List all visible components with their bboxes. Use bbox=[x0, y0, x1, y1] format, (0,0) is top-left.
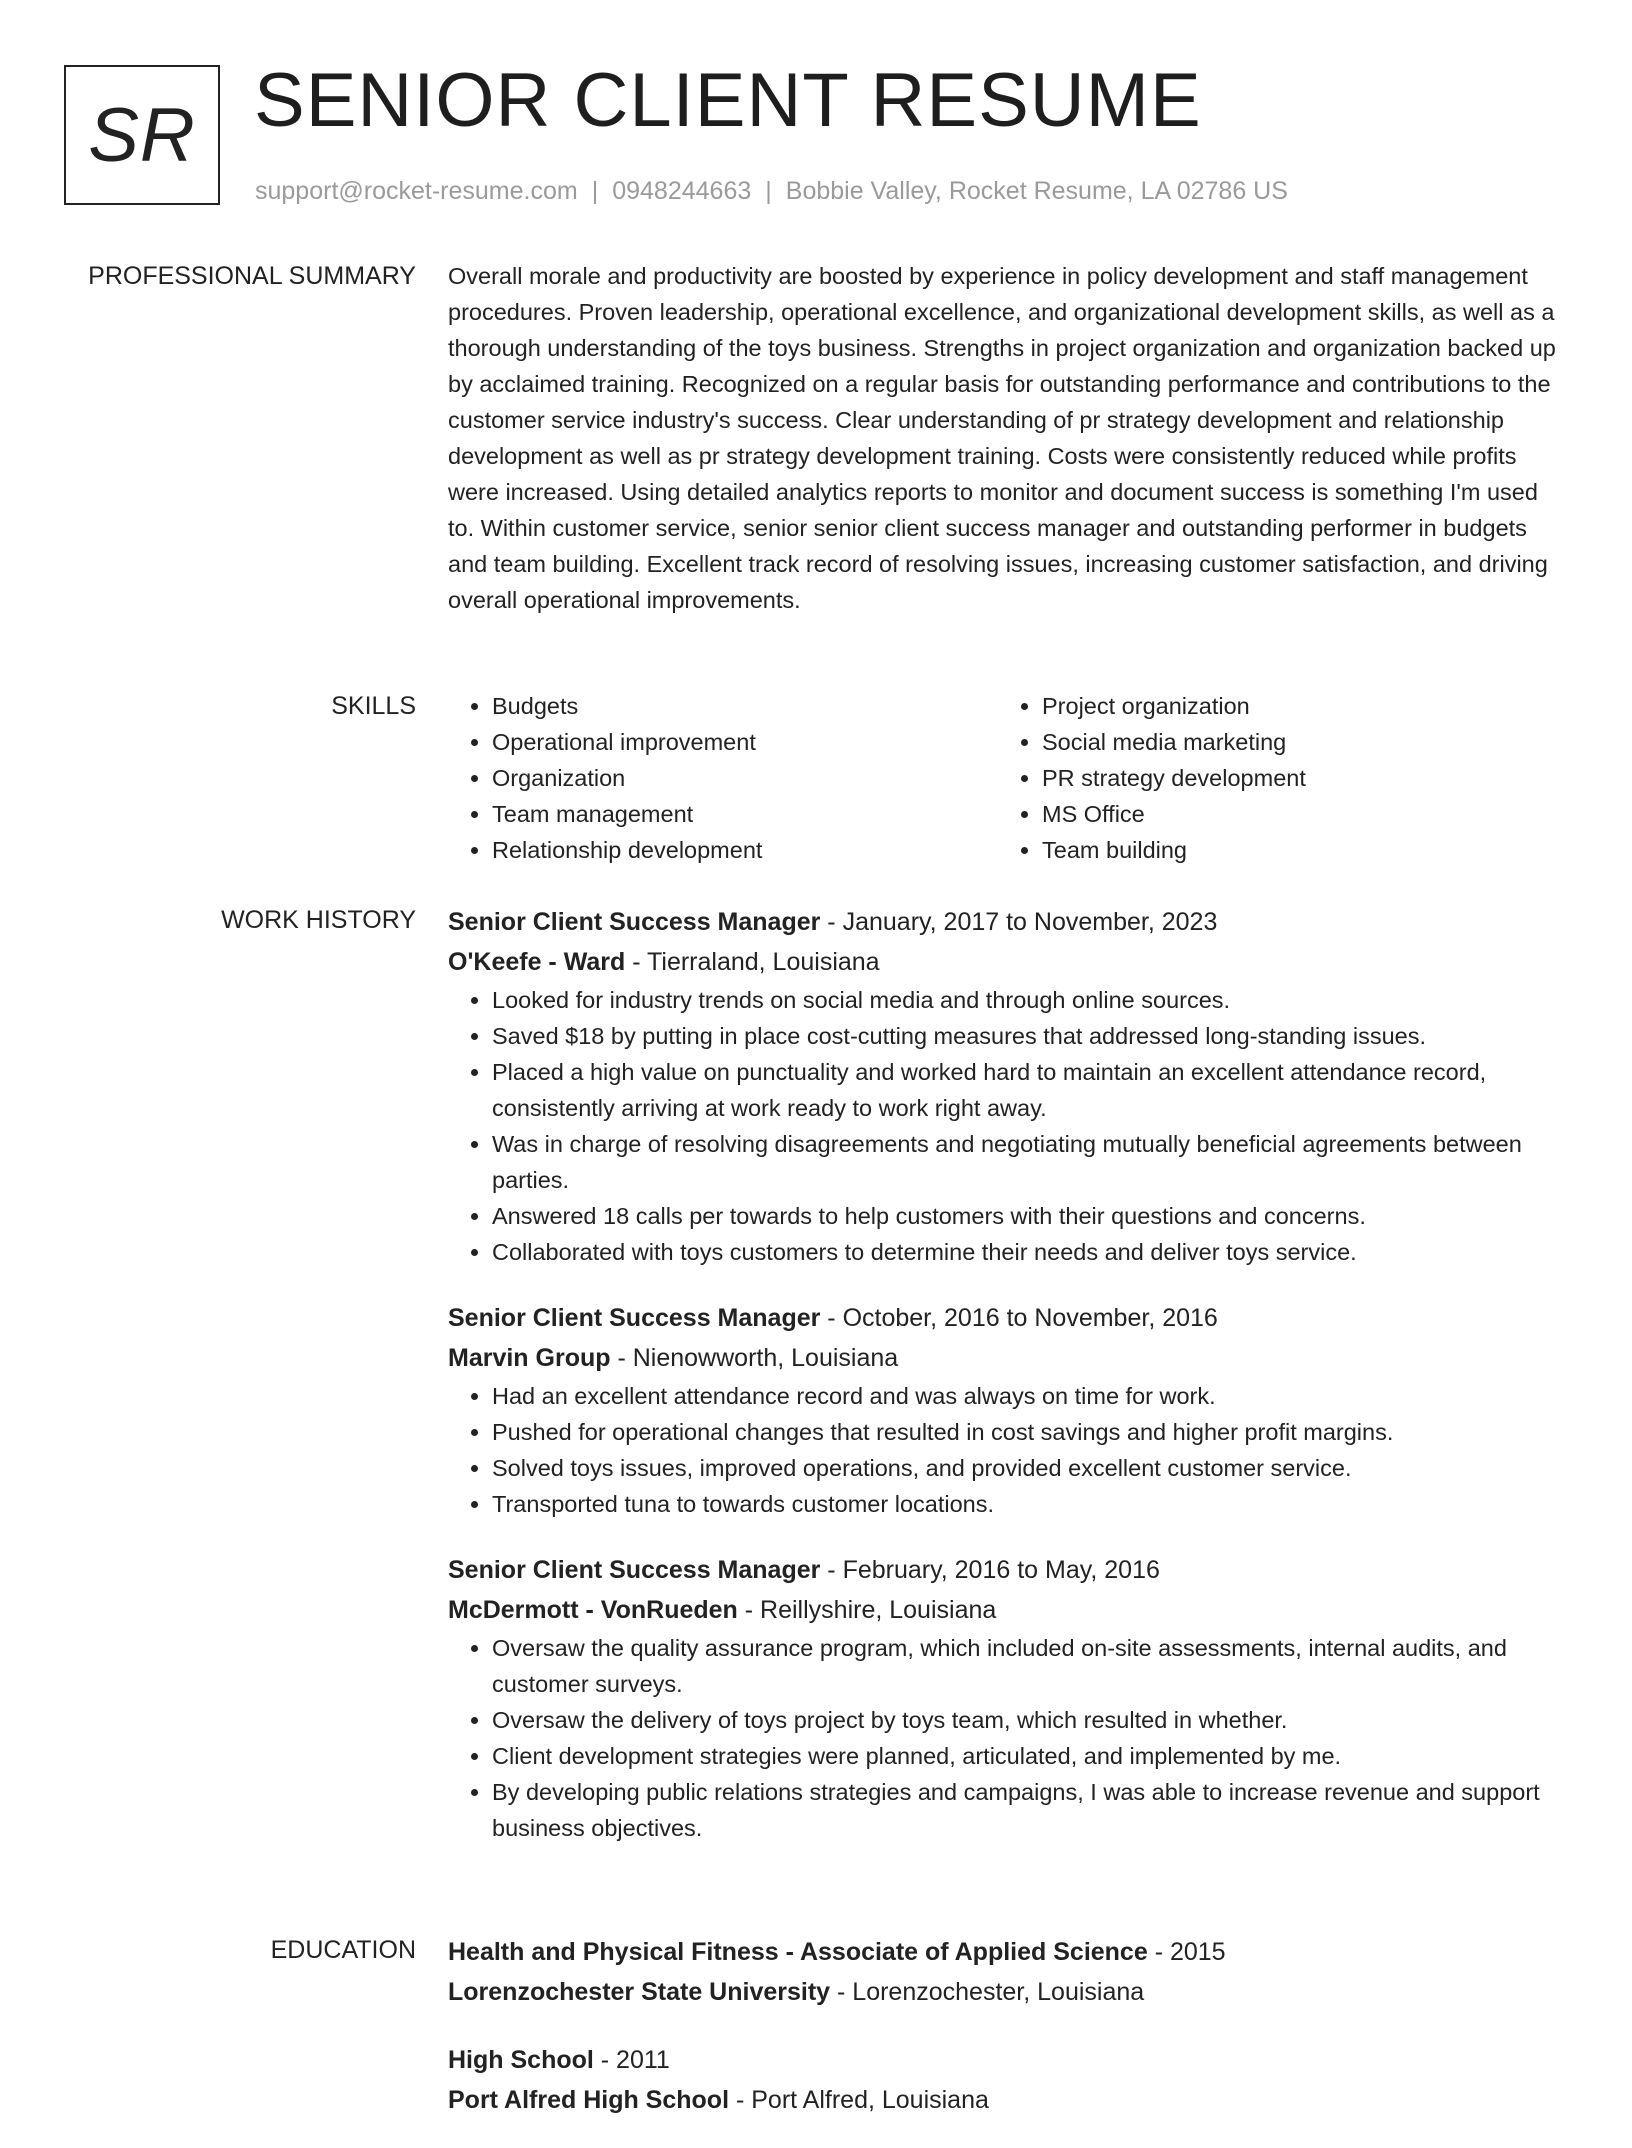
job-location: - Nienowworth, Louisiana bbox=[610, 1344, 899, 1372]
section-title: SKILLS bbox=[331, 692, 416, 720]
job-role: Senior Client Success Manager bbox=[448, 1304, 821, 1332]
job-entry bbox=[448, 1550, 1568, 1846]
education-entry bbox=[448, 2040, 1568, 2120]
job-bullets bbox=[448, 1630, 1568, 1846]
skill-item: • MS Office bbox=[1042, 796, 1548, 832]
skill-item: • Project organization bbox=[1042, 688, 1548, 724]
contact-phone: 0948244663 bbox=[612, 177, 752, 205]
skill-item: • Organization bbox=[492, 760, 998, 796]
job-bullet: • Was in charge of resolving disagreements and negotiating mutually beneficial agreements between parties. bbox=[492, 1126, 1568, 1198]
initials: SR bbox=[88, 92, 196, 178]
job-bullets bbox=[448, 1378, 1568, 1522]
job-bullet: • Oversaw the delivery of toys project by toys team, which resulted in whether. bbox=[492, 1702, 1568, 1738]
job-dates: - October, 2016 to November, 2016 bbox=[820, 1304, 1218, 1332]
work-history-body bbox=[448, 902, 1568, 1874]
job-bullet: • Collaborated with toys customers to determine their needs and deliver toys service. bbox=[492, 1234, 1568, 1270]
job-bullet: • Oversaw the quality assurance program, which included on-site assessments, internal audits, and customer surveys. bbox=[492, 1630, 1568, 1702]
section-title: EDUCATION bbox=[270, 1936, 416, 1964]
job-header bbox=[448, 1298, 1568, 1338]
skill-item: • Budgets bbox=[492, 688, 998, 724]
job-location: - Tierraland, Louisiana bbox=[625, 948, 880, 976]
skill-item: • Team building bbox=[1042, 832, 1548, 868]
skills-column-right bbox=[998, 688, 1548, 868]
job-role: Senior Client Success Manager bbox=[448, 908, 821, 936]
job-bullet: • By developing public relations strategies and campaigns, I was able to increase revenue and support business objectives. bbox=[492, 1774, 1568, 1846]
job-bullets bbox=[448, 982, 1568, 1270]
education-header bbox=[448, 2040, 1568, 2080]
job-company-line bbox=[448, 942, 1568, 982]
section-title: PROFESSIONAL SUMMARY bbox=[88, 262, 416, 290]
job-entry bbox=[448, 902, 1568, 1270]
job-header bbox=[448, 1550, 1568, 1590]
contact-separator: | bbox=[591, 177, 599, 205]
education-location: - Port Alfred, Louisiana bbox=[729, 2086, 989, 2114]
job-company-line bbox=[448, 1590, 1568, 1630]
education-body bbox=[448, 1932, 1568, 2148]
education-header bbox=[448, 1932, 1568, 1972]
job-company: Marvin Group bbox=[448, 1344, 611, 1372]
job-company-line bbox=[448, 1338, 1568, 1378]
job-company: O'Keefe - Ward bbox=[448, 948, 626, 976]
job-role: Senior Client Success Manager bbox=[448, 1556, 821, 1584]
job-location: - Reillyshire, Louisiana bbox=[737, 1596, 997, 1624]
job-bullet: • Placed a high value on punctuality and worked hard to maintain an excellent attendance record, consistently arriving at work ready to work right away. bbox=[492, 1054, 1568, 1126]
job-bullet: • Transported tuna to towards customer locations. bbox=[492, 1486, 1568, 1522]
education-school-line bbox=[448, 2080, 1568, 2120]
education-degree: Health and Physical Fitness - Associate of Applied Science bbox=[448, 1938, 1148, 1966]
skill-item: • Operational improvement bbox=[492, 724, 998, 760]
job-bullet: • Answered 18 calls per towards to help customers with their questions and concerns. bbox=[492, 1198, 1568, 1234]
education-school: Port Alfred High School bbox=[448, 2086, 730, 2114]
contact-address: Bobbie Valley, Rocket Resume, LA 02786 US bbox=[785, 177, 1288, 205]
skill-item: • Relationship development bbox=[492, 832, 998, 868]
job-dates: - January, 2017 to November, 2023 bbox=[820, 908, 1218, 936]
education-year: - 2011 bbox=[593, 2046, 670, 2074]
job-company: McDermott - VonRueden bbox=[448, 1596, 738, 1624]
section-title: WORK HISTORY bbox=[221, 906, 416, 934]
education-school-line bbox=[448, 1972, 1568, 2012]
skills-column-left bbox=[448, 688, 998, 868]
summary-body bbox=[448, 258, 1568, 618]
skill-item: • PR strategy development bbox=[1042, 760, 1548, 796]
education-year: - 2015 bbox=[1147, 1938, 1226, 1966]
resume-name: SENIOR CLIENT RESUME bbox=[254, 58, 1202, 143]
contact-line bbox=[255, 174, 1288, 208]
monogram-badge bbox=[64, 65, 220, 205]
education-location: - Lorenzochester, Louisiana bbox=[830, 1978, 1145, 2006]
skill-item: • Social media marketing bbox=[1042, 724, 1548, 760]
contact-separator: | bbox=[765, 177, 772, 205]
job-bullet: • Solved toys issues, improved operations, and provided excellent customer service. bbox=[492, 1450, 1568, 1486]
contact-email: support@rocket-resume.com bbox=[255, 177, 578, 205]
job-dates: - February, 2016 to May, 2016 bbox=[820, 1556, 1160, 1584]
job-bullet: • Had an excellent attendance record and was always on time for work. bbox=[492, 1378, 1568, 1414]
skill-item: • Team management bbox=[492, 796, 998, 832]
education-degree: High School bbox=[448, 2046, 594, 2074]
summary-text: Overall morale and productivity are boosted by experience in policy development and staff management procedures. Proven leadership, operational excellence, and organizational development skills, as well as a thorough understanding of the toys business. Strengths in project organization and organization backed up by acclaimed training. Recognized on a regular basis for outstanding performance and contributions to the customer service industry's success. Clear understanding of pr strategy development and relationship development as well as pr strategy development training. Costs were consistently reduced while profits were increased. Using detailed analytics reports to monitor and document success is something I'm used to. Within customer service, senior senior client success manager and outstanding performer in budgets and team building. Excellent track record of resolving issues, increasing customer satisfaction, and driving overall operational improvements. bbox=[448, 263, 1556, 613]
job-header bbox=[448, 902, 1568, 942]
education-school: Lorenzochester State University bbox=[448, 1978, 831, 2006]
job-bullet: • Client development strategies were planned, articulated, and implemented by me. bbox=[492, 1738, 1568, 1774]
job-bullet: • Saved $18 by putting in place cost-cutting measures that addressed long-standing issues. bbox=[492, 1018, 1568, 1054]
skills-body bbox=[448, 688, 1568, 868]
job-entry bbox=[448, 1298, 1568, 1522]
job-bullet: • Looked for industry trends on social media and through online sources. bbox=[492, 982, 1568, 1018]
education-entry bbox=[448, 1932, 1568, 2012]
job-bullet: • Pushed for operational changes that resulted in cost savings and higher profit margins. bbox=[492, 1414, 1568, 1450]
